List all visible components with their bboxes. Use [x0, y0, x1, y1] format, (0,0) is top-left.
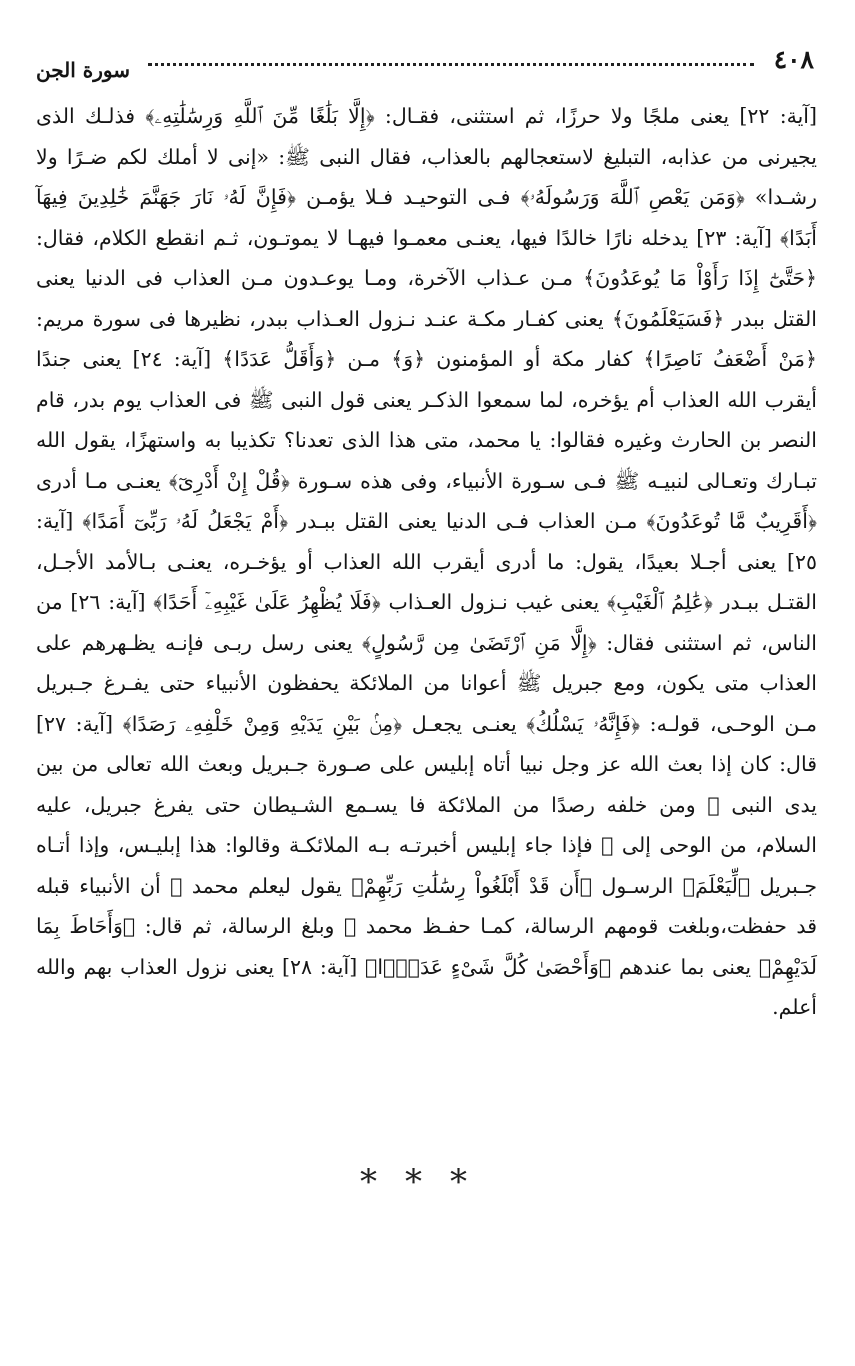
page-number: ٤٠٨	[773, 45, 814, 74]
header-dotted-leader	[148, 63, 754, 66]
section-separator: ***	[360, 1162, 495, 1202]
surah-title: سورة الجن	[36, 58, 130, 82]
page-header	[36, 44, 814, 90]
commentary-text: [آية: ٢٢] يعنى ملجًا ولا حرزًا، ثم استثنى، فقـال: ﴿إِلَّا بَلَٰغًا مِّنَ ٱللَّهِ وَرِسَٰلَٰتِهِۦ﴾ فذلـك الذى يجيرنى من عذابه، التبليغ لاستعجالهم بالعذاب، فقال النبى ﷺ: «إنى لا أملك لكم ضـرًا ولا رشـدا» ﴿وَمَن يَعْصِ ٱللَّهَ وَرَسُولَهُۥ﴾ فـى التوحيـد فـلا يؤمـن ﴿فَإِنَّ لَهُۥ نَارَ جَهَنَّمَ خَٰلِدِينَ فِيهَآ أَبَدًا﴾ [آية: ٢٣] يدخله نارًا خالدًا فيها، يعنـى معمـوا فيهـا لا يموتـون، ثـم انقطع الكلام، فقال: ﴿حَتَّىٰٓ إِذَا رَأَوْاْ مَا يُوعَدُونَ﴾ مـن عـذاب الآخرة، ومـا يوعـدون مـن العذاب فى الدنيا يعنى القتل ببدر ﴿فَسَيَعْلَمُونَ﴾ يعنى كفـار مكـة عنـد نـزول العـذاب ببدر، نظيرها فى سورة مريم: ﴿مَنْ أَضْعَفُ نَاصِرًا﴾ كفار مكة أو المؤمنون ﴿وَ﴾ مـن ﴿وَأَقَلُّ عَدَدًا﴾ [آية: ٢٤] يعنى جندًا أيقرب الله العذاب أم يؤخره، لما سمعوا الذكـر يعنى قول النبى ﷺ فى العذاب يوم بدر، قام النصر بن الحارث وغيره فقالوا: يا محمد، متى هذا الذى تعدنا؟ تكذيبا به واستهزًا، يقول الله تبـارك وتعـالى لنبيـه ﷺ فـى سـورة الأنبياء، وفى هذه سـورة ﴿قُلْ إِنْ أَدْرِىٓ﴾ يعنـى مـا أدرى ﴿أَقَرِيبٌ مَّا تُوعَدُونَ﴾ مـن العذاب فـى الدنيا يعنى القتل ببـدر ﴿أَمْ يَجْعَلُ لَهُۥ رَبِّىٓ أَمَدًا﴾ [آية: ٢٥] يعنى أجـلا بعيدًا، يقول: ما أدرى أيقرب الله العذاب أو يؤخـره، يعنـى بـالأمد الأجـل، القتـل ببـدر ﴿عَٰلِمُ ٱلْغَيْبِ﴾ يعنى غيب نـزول العـذاب ﴿فَلَا يُظْهِرُ عَلَىٰ غَيْبِهِۦٓ أَحَدًا﴾ [آية: ٢٦] من الناس، ثم استثنى فقال: ﴿إِلَّا مَنِ ٱرْتَضَىٰ مِن رَّسُولٍ﴾ يعنى رسل ربـى فإنـه يظـهرهم على العذاب متى يكون، ومع جبريل ﷺ أعوانا من الملائكة يحفظون الأنبياء حتى يفـرغ جـبريل مـن الوحـى، قولـه: ﴿فَإِنَّهُۥ يَسْلُكُ﴾ يعنـى يجعـل ﴿مِنۢ بَيْنِ يَدَيْهِ وَمِنْ خَلْفِهِۦ رَصَدًا﴾ [آية: ٢٧] قال: كان إذا بعث الله عز وجل نبيا أتاه إبليس على صـورة جـبريل وبعث الله تعالى من بين يدى النبى ﷺ ومن خلفه رصدًا من الملائكة فا يسـمع الشـيطان حتى يفرغ جبريل، عليه السلام، من الوحى إلى ﷺ فإذا جاء إبليس أخبرتـه بـه الملائكـة وقالوا: هذا إبليـس، وإذا أتـاه جـبريل ﴿لِّيَعْلَمَ﴾ الرسـول ﴿أَن قَدْ أَبْلَغُواْ رِسَٰلَٰتِ رَبِّهِمْ﴾ يقول ليعلم محمد ﷺ أن الأنبياء قبله قد حفظت،وبلغت قومهم الرسالة، كمـا حفـظ محمد ﷺ وبلغ الرسالة، ثم قال: ﴿وَأَحَاطَ بِمَا لَدَيْهِمْ﴾ يعنى بما عندهم ﴿وَأَحْصَىٰ كُلَّ شَىْءٍ عَدَدًۢا﴾ [آية: ٢٨] يعنى نزول العذاب بهم والله أعلم.	[36, 104, 818, 1019]
